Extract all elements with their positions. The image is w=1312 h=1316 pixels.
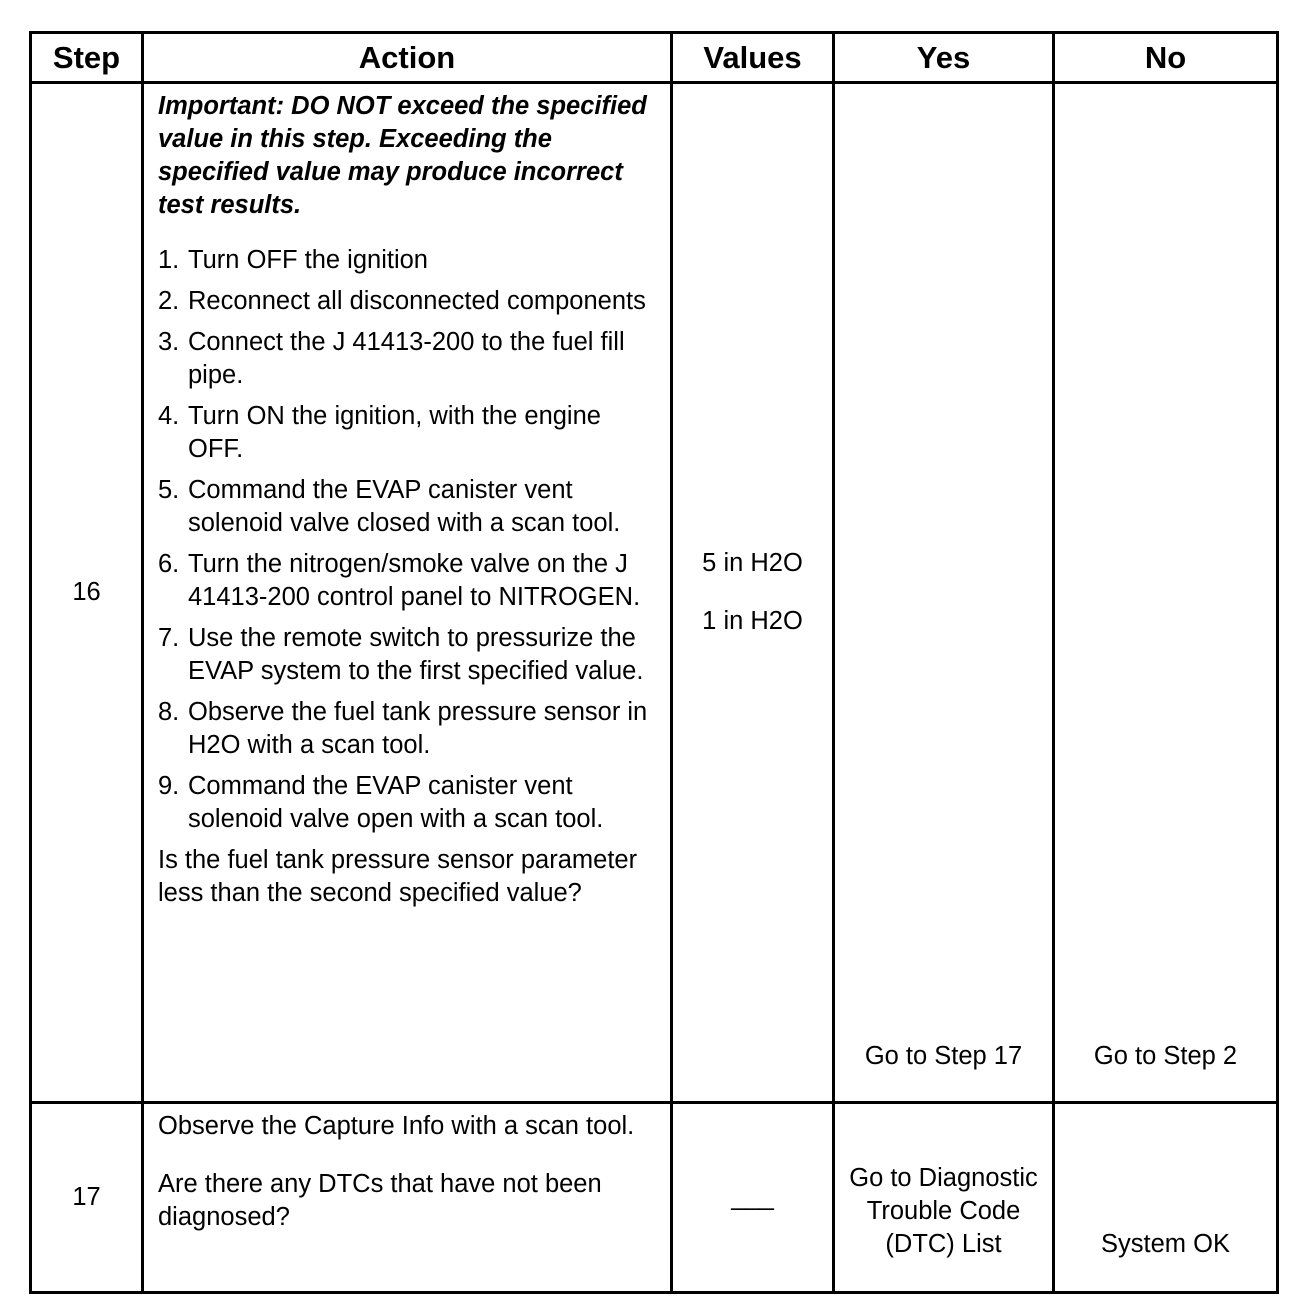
item-text: Use the remote switch to pressurize the EVAP system to the first specified value. — [188, 624, 644, 685]
item-number: 6. — [158, 550, 180, 578]
values-cell: ___ — [672, 1103, 834, 1293]
list-item — [158, 244, 656, 277]
header-values: Values — [672, 33, 834, 83]
item-number: 9. — [158, 772, 180, 800]
item-number: 1. — [158, 246, 180, 274]
item-number: 3. — [158, 328, 180, 356]
step-number: 17 — [31, 1103, 143, 1293]
item-text: Turn OFF the ignition — [188, 246, 428, 274]
list-item — [158, 622, 656, 688]
list-item — [158, 400, 656, 466]
action-text: Observe the Capture Info with a scan tool. — [158, 1112, 635, 1140]
action-cell — [143, 83, 672, 1103]
table-row-step-17 — [31, 1103, 1278, 1293]
header-no: No — [1054, 33, 1278, 83]
header-action: Action — [143, 33, 672, 83]
item-number: 2. — [158, 287, 180, 315]
item-text: Observe the fuel tank pressure sensor in H2O with a scan tool. — [188, 698, 648, 759]
step-number: 16 — [31, 83, 143, 1103]
header-row — [31, 33, 1278, 83]
second-specified-value: 1 in H2O — [702, 607, 803, 635]
no-result: System OK — [1054, 1103, 1278, 1293]
list-item — [158, 474, 656, 540]
important-note: Important: DO NOT exceed the specified value in this step. Exceeding the specified value may produce incorrect test results. — [158, 92, 647, 219]
question-text: Is the fuel tank pressure sensor parameter less than the second specified value? — [158, 846, 638, 907]
first-specified-value: 5 in H2O — [702, 549, 803, 577]
action-steps-list — [158, 244, 656, 836]
header-yes: Yes — [834, 33, 1054, 83]
diagnostic-table — [29, 31, 1279, 1294]
item-text: Turn ON the ignition, with the engine OFF. — [188, 402, 601, 463]
header-step: Step — [31, 33, 143, 83]
item-text: Turn the nitrogen/smoke valve on the J 41413-200 control panel to NITROGEN. — [188, 550, 641, 611]
list-item — [158, 548, 656, 614]
yes-result: Go to Step 17 — [834, 83, 1054, 1103]
item-text: Connect the J 41413-200 to the fuel fill pipe. — [188, 328, 625, 389]
yes-result: Go to Diagnostic Trouble Code (DTC) List — [834, 1103, 1054, 1293]
item-number: 7. — [158, 624, 180, 652]
table-row-step-16 — [31, 83, 1278, 1103]
list-item — [158, 326, 656, 392]
list-item — [158, 285, 656, 318]
item-number: 4. — [158, 402, 180, 430]
item-number: 5. — [158, 476, 180, 504]
action-cell — [143, 1103, 672, 1293]
list-item — [158, 696, 656, 762]
item-number: 8. — [158, 698, 180, 726]
values-cell — [672, 83, 834, 1103]
item-text: Command the EVAP canister vent solenoid valve closed with a scan tool. — [188, 476, 621, 537]
no-result: Go to Step 2 — [1054, 83, 1278, 1103]
list-item — [158, 770, 656, 836]
item-text: Command the EVAP canister vent solenoid valve open with a scan tool. — [188, 772, 604, 833]
question-text: Are there any DTCs that have not been diagnosed? — [158, 1170, 602, 1231]
item-text: Reconnect all disconnected components — [188, 287, 646, 315]
